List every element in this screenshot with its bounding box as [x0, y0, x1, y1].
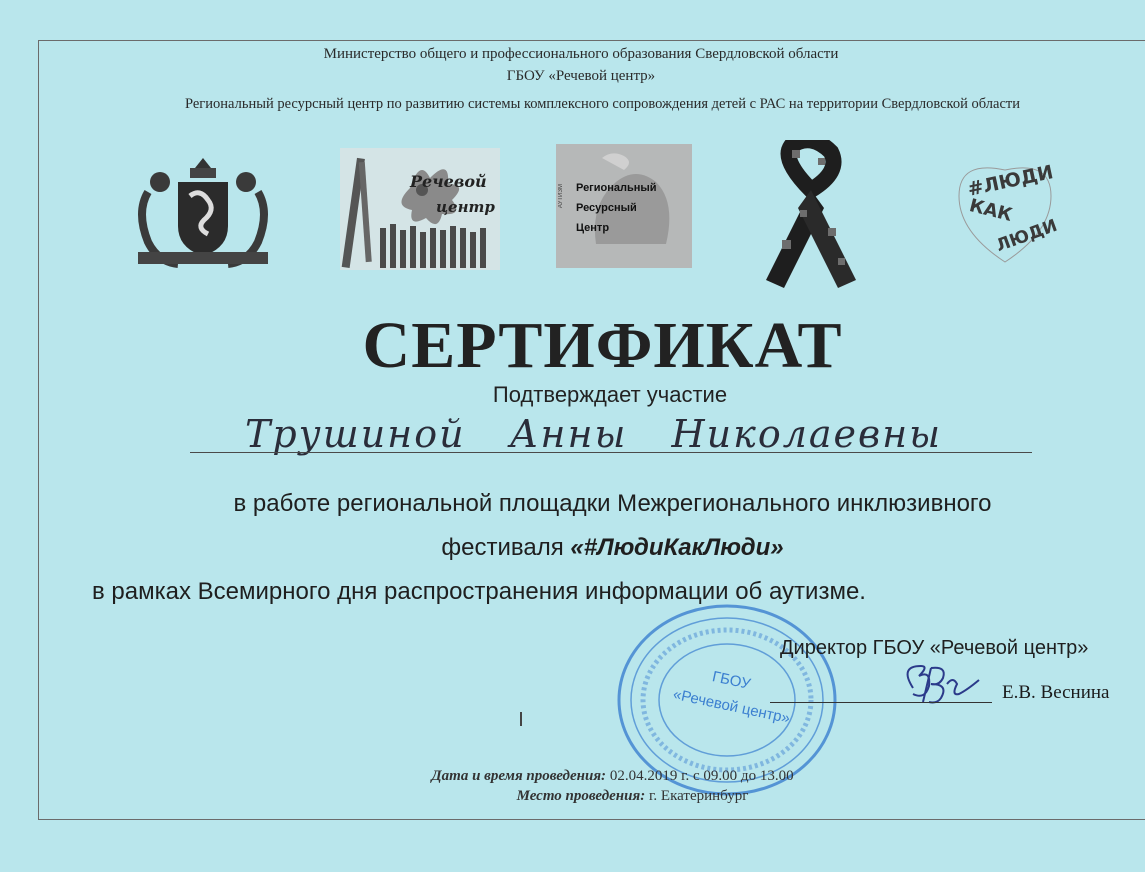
festival-text2: КАК [967, 195, 1015, 226]
festival-text3: ЛЮДИ [993, 215, 1060, 257]
place-value: г. Екатеринбург [648, 788, 749, 804]
festival-text1: #ЛЮДИ [965, 161, 1056, 201]
resource-center-text2: Ресурсный [576, 202, 637, 214]
ink-mark [520, 712, 522, 726]
body-line-1: в работе региональной площадки Межрегионального инклюзивного [233, 490, 992, 517]
resource-center-side-label: АУТИЗМ [558, 184, 564, 209]
event-date [0, 768, 1145, 785]
puzzle-ribbon-icon [756, 140, 866, 290]
resource-center-header: Региональный ресурсный центр по развитию системы комплексного сопровождения детей с РАС на территории Свердловской области [185, 96, 1020, 112]
stamp-line-1: ГБОУ [710, 668, 753, 693]
date-label: Дата и время проведения: [431, 768, 607, 784]
body-line-2 [0, 534, 1145, 562]
org-header: ГБОУ «Речевой центр» [506, 68, 656, 84]
coat-of-arms-icon [128, 152, 278, 270]
place-label: Место проведения: [516, 788, 646, 804]
confirms-participation: Подтверждает участие [492, 382, 728, 407]
resource-center-text3: Центр [576, 222, 610, 234]
recipient-name: Трушиной Анны Николаевны [245, 412, 943, 456]
resource-center-logo [556, 144, 692, 268]
certificate-title: СЕРТИФИКАТ [362, 309, 843, 382]
date-value: 02.04.2019 г. с 09.00 до 13.00 [609, 768, 794, 784]
ministry-header: Министерство общего и профессионального образования Свердловской области [323, 46, 839, 62]
festival-prefix: фестиваля [441, 534, 564, 561]
speech-center-text1: Речевой [410, 172, 487, 191]
resource-center-text1: Региональный [576, 182, 657, 194]
speech-center-logo [340, 148, 500, 270]
director-title: Директор ГБОУ «Речевой центр» [780, 637, 1089, 659]
recipient-line [190, 452, 1032, 453]
director-name: Е.В. Веснина [1002, 682, 1110, 703]
director-signature [895, 658, 985, 713]
speech-center-text2: центр [436, 198, 495, 216]
body-line-3: в рамках Всемирного дня распространения информации об аутизме. [92, 578, 866, 605]
stamp-line-2: «Речевой центр» [671, 685, 792, 728]
signature-line [770, 702, 992, 703]
event-place [0, 788, 1145, 805]
festival-name: «#ЛюдиКакЛюди» [570, 534, 784, 561]
festival-heart-logo [955, 150, 1060, 270]
